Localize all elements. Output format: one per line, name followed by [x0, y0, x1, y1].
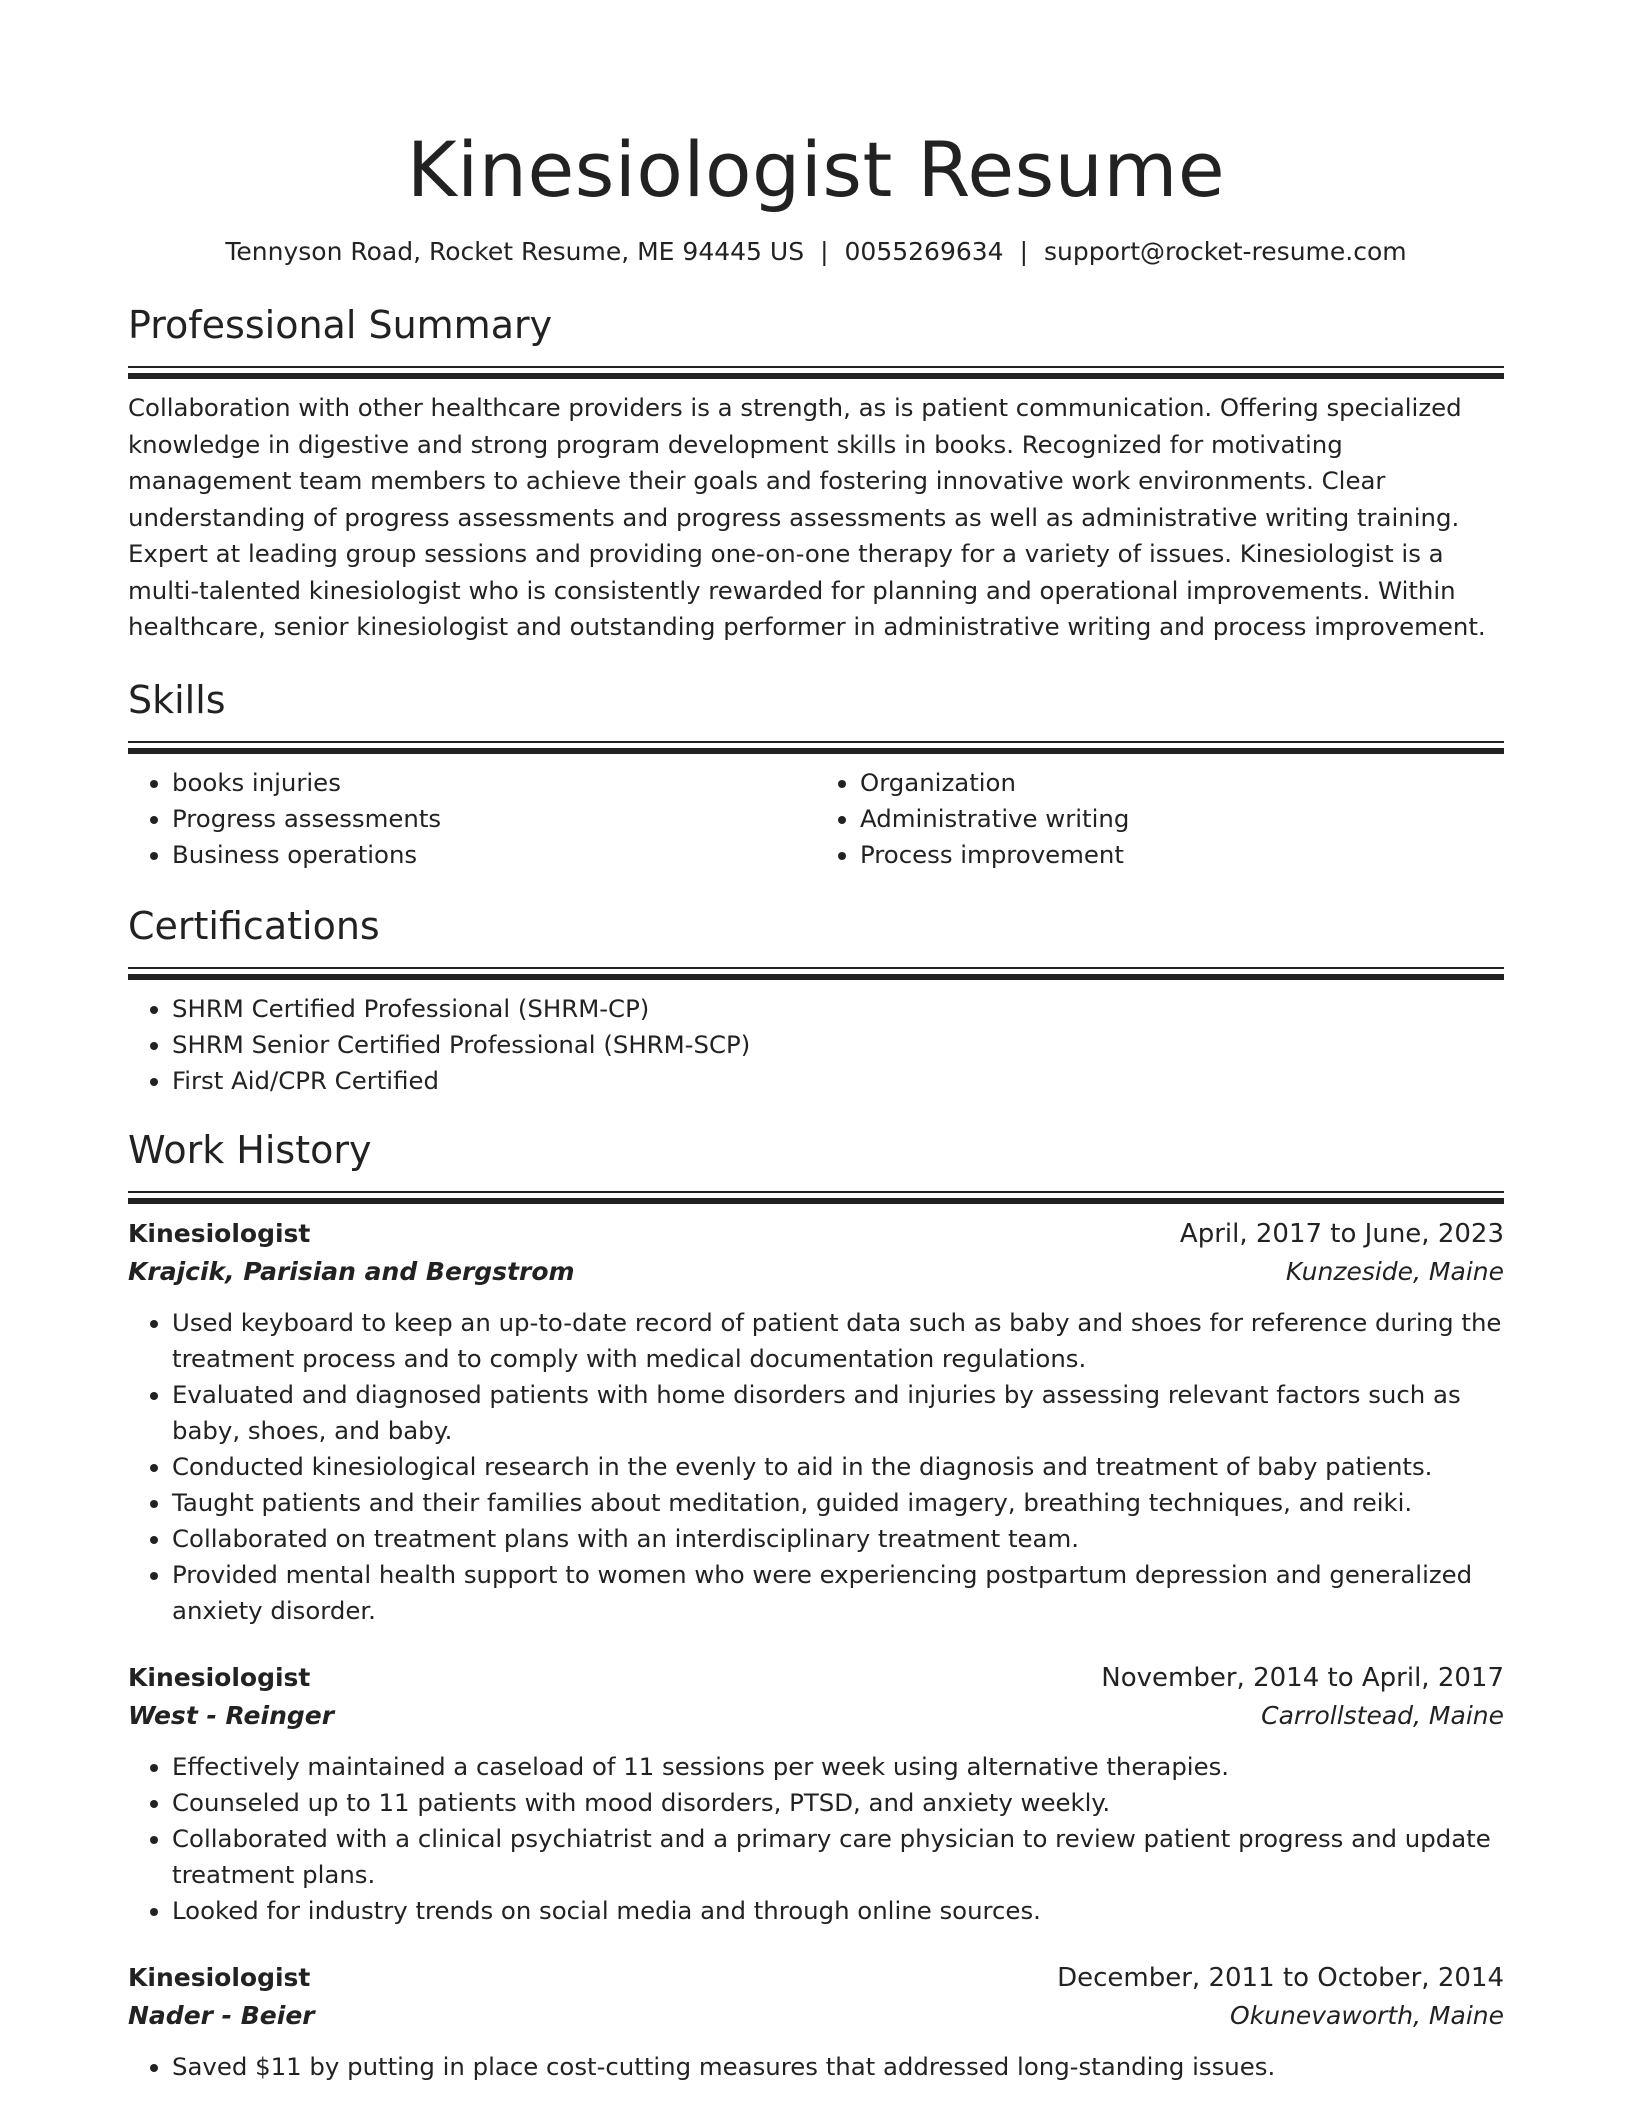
job-company: West - Reinger — [128, 1700, 335, 1730]
job-location: Kunzeside, Maine — [1285, 1256, 1504, 1286]
certifications-heading: Certifications — [128, 903, 380, 948]
job-duty: • Saved $11 by putting in place cost-cutting measures that addressed long-standing issues. — [172, 2049, 1504, 2085]
contact-address: Tennyson Road, Rocket Resume, ME 94445 US — [225, 237, 805, 266]
job-duty: • Taught patients and their families about meditation, guided imagery, breathing techniques, and reiki. — [172, 1485, 1504, 1521]
summary-heading: Professional Summary — [128, 303, 553, 347]
job-location: Okunevaworth, Maine — [1230, 2000, 1504, 2030]
summary-section — [128, 300, 1504, 646]
job-duty: • Used keyboard to keep an up-to-date record of patient data such as baby and shoes for reference during the treatment process and to comply with medical documentation regulations. — [172, 1305, 1504, 1377]
job-duty: • Collaborated on treatment plans with an interdisciplinary treatment team. — [172, 1521, 1504, 1557]
job-duty: • Provided mental health support to women who were experiencing postpartum depression and generalized anxiety disorder. — [172, 1557, 1504, 1629]
certification-item: • SHRM Senior Certified Professional (SHRM-SCP) — [172, 1027, 1504, 1063]
skill-item: • Process improvement — [860, 837, 1504, 873]
skills-section — [128, 675, 1504, 873]
job-title: Kinesiologist — [128, 1218, 311, 1248]
work-history-section — [128, 1125, 1504, 2085]
job-header — [128, 1959, 1504, 1997]
contact-separator: | — [820, 237, 829, 266]
job-subheader — [128, 1997, 1504, 2035]
certifications-list — [128, 991, 1504, 1099]
job-subheader — [128, 1253, 1504, 1291]
job-entry — [128, 1215, 1504, 1629]
job-dates: December, 2011 to October, 2014 — [1057, 1962, 1504, 1993]
skills-list-left — [128, 765, 816, 873]
section-divider — [128, 1191, 1504, 1203]
certifications-section — [128, 901, 1504, 1099]
job-duties-list — [128, 1305, 1504, 1629]
skill-item: • books injuries — [172, 765, 816, 801]
job-entry — [128, 1959, 1504, 2085]
contact-line — [128, 234, 1504, 270]
job-header — [128, 1215, 1504, 1253]
certification-item: • SHRM Certified Professional (SHRM-CP) — [172, 991, 1504, 1027]
section-divider — [128, 967, 1504, 979]
resume-title: Kinesiologist Resume — [406, 125, 1226, 214]
job-company: Krajcik, Parisian and Bergstrom — [128, 1256, 575, 1286]
job-duty: • Effectively maintained a caseload of 11 sessions per week using alternative therapies. — [172, 1749, 1504, 1785]
job-title: Kinesiologist — [128, 1962, 311, 1992]
section-divider — [128, 366, 1504, 378]
section-divider — [128, 741, 1504, 753]
job-duty: • Collaborated with a clinical psychiatrist and a primary care physician to review patient progress and update treatment plans. — [172, 1821, 1504, 1893]
job-location: Carrollstead, Maine — [1261, 1700, 1504, 1730]
summary-text: Collaboration with other healthcare providers is a strength, as is patient communication. Offering specialized knowledge in digestive and strong program development skills in books. Recognized for motivating management team members to achieve their goals and fostering innovative work environments. Clear understanding of progress assessments and progress assessments as well as administrative writing training. Expert at leading group sessions and providing one-on-one therapy for a variety of issues. Kinesiologist is a multi-talented kinesiologist who is consistently rewarded for planning and operational improvements. Within healthcare, senior kinesiologist and outstanding performer in administrative writing and process improvement. — [128, 393, 1486, 641]
job-duties-list — [128, 1749, 1504, 1929]
job-duty: • Conducted kinesiological research in the evenly to aid in the diagnosis and treatment of baby patients. — [172, 1449, 1504, 1485]
work-history-heading: Work History — [128, 1127, 372, 1172]
skill-item: • Administrative writing — [860, 801, 1504, 837]
skills-grid — [128, 765, 1504, 873]
job-title: Kinesiologist — [128, 1662, 311, 1692]
job-header — [128, 1659, 1504, 1697]
job-duty: • Evaluated and diagnosed patients with home disorders and injuries by assessing relevant factors such as baby, shoes, and baby. — [172, 1377, 1504, 1449]
job-entry — [128, 1659, 1504, 1929]
job-duty: • Looked for industry trends on social media and through online sources. — [172, 1893, 1504, 1929]
skills-heading: Skills — [128, 677, 226, 722]
job-duty: • Counseled up to 11 patients with mood disorders, PTSD, and anxiety weekly. — [172, 1785, 1504, 1821]
contact-separator: | — [1019, 237, 1029, 266]
skill-item: • Progress assessments — [172, 801, 816, 837]
contact-phone: 0055269634 — [844, 237, 1004, 266]
job-company: Nader - Beier — [128, 2000, 315, 2030]
job-dates: November, 2014 to April, 2017 — [1101, 1662, 1504, 1693]
skill-item: • Organization — [860, 765, 1504, 801]
job-subheader — [128, 1697, 1504, 1735]
job-dates: April, 2017 to June, 2023 — [1179, 1218, 1504, 1249]
skill-item: • Business operations — [172, 837, 816, 873]
contact-email[interactable]: support@rocket-resume.com — [1044, 237, 1407, 266]
job-duties-list — [128, 2049, 1504, 2085]
certification-item: • First Aid/CPR Certified — [172, 1063, 1504, 1099]
skills-list-right — [816, 765, 1504, 873]
